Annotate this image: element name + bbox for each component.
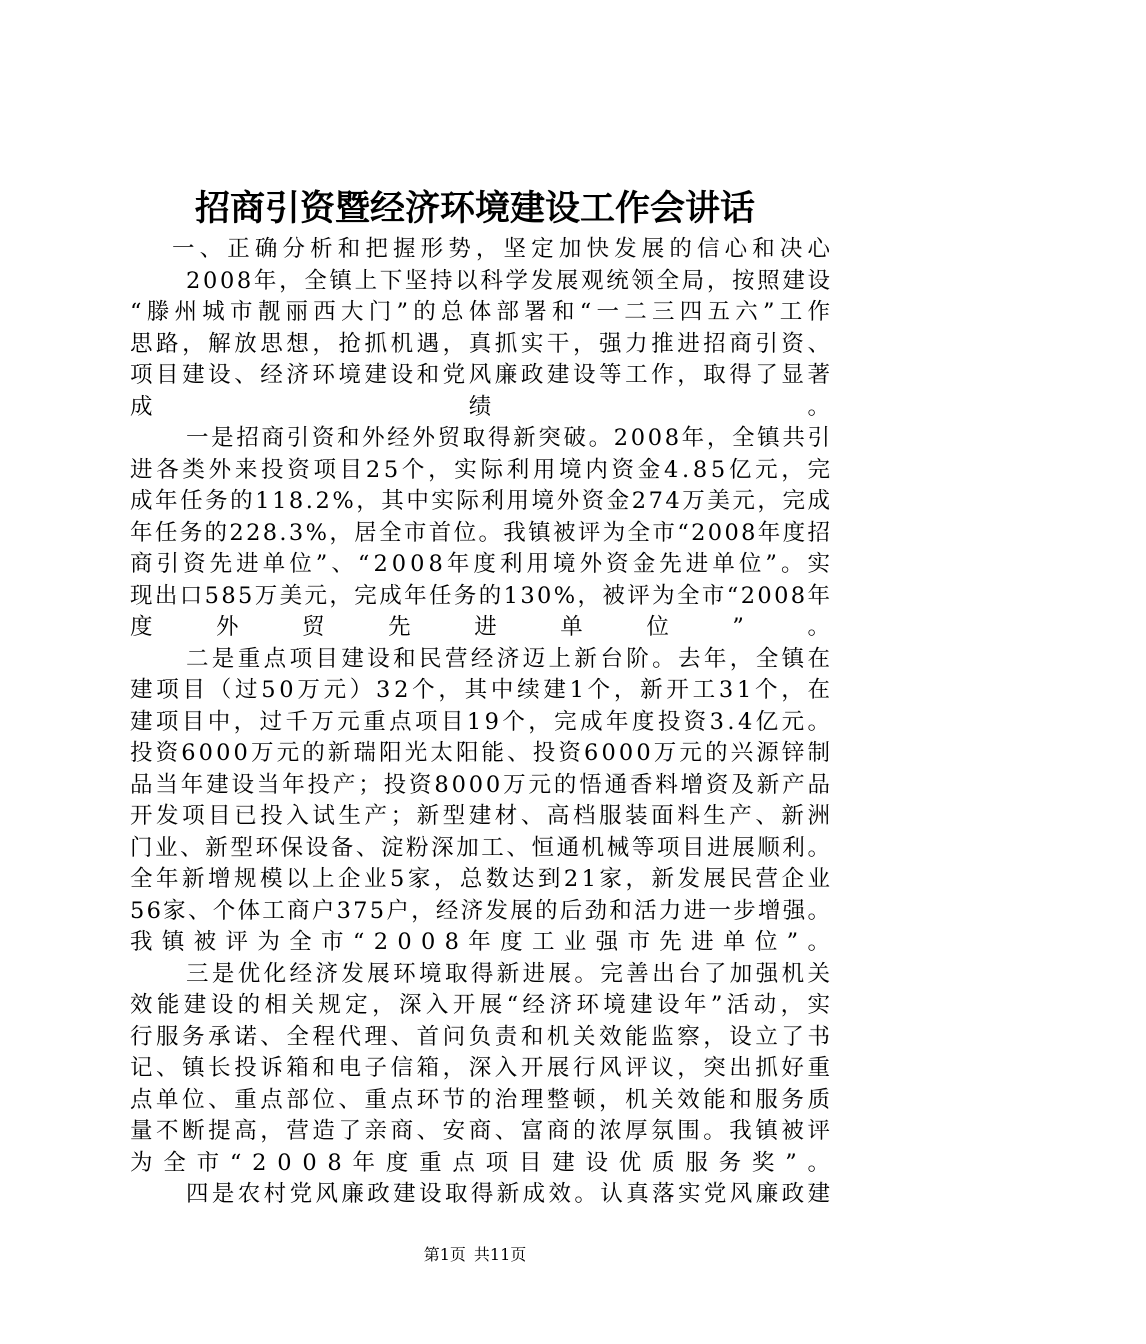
paragraph-line: 2008年，全镇上下坚持以科学发展观统领全局，按照建设: [186, 267, 833, 294]
paragraph-line: 行服务承诺、全程代理、首问负责和机关效能监察，设立了书: [130, 1023, 834, 1050]
paragraph-line: 我镇被评为全市“2008年度工业强市先进单位”。: [130, 929, 840, 955]
paragraph-line: 二是重点项目建设和民营经济迈上新台阶。去年，全镇在: [186, 645, 834, 672]
document-body: [130, 234, 1146, 1211]
paragraph-line: 四是农村党风廉政建设取得新成效。认真落实党风廉政建: [186, 1181, 834, 1207]
document-title: 招商引资暨经济环境建设工作会讲话: [194, 188, 755, 229]
paragraph-line: 品当年建设当年投产；投资8000万元的悟通香料增资及新产品: [130, 771, 833, 798]
paragraph-line: 开发项目已投入试生产；新型建材、高档服装面料生产、新洲: [130, 803, 834, 829]
paragraph-line: 项目建设、经济环境建设和党风廉政建设等工作，取得了显著: [130, 362, 834, 388]
paragraph-line: 建项目（过50万元）32个，其中续建1个，新开工31个，在: [130, 677, 834, 703]
paragraph-line: 现出口585万美元，完成年任务的130%，被评为全市“2008年: [130, 582, 833, 609]
paragraph-line: 量不断提高，营造了亲商、安商、富商的浓厚氛围。我镇被评: [130, 1118, 834, 1144]
paragraph-line: 效能建设的相关规定，深入开展“经济环境建设年”活动，实: [130, 992, 835, 1018]
paragraph-line: 记、镇长投诉箱和电子信箱，深入开展行风评议，突出抓好重: [130, 1055, 834, 1081]
paragraph-line: 建项目中，过千万元重点项目19个，完成年度投资3.4亿元。: [130, 708, 834, 735]
paragraph-line: 年任务的228.3%，居全市首位。我镇被评为全市“2008年度招: [130, 519, 833, 546]
paragraph-line: 56家、个体工商户375户，经济发展的后劲和活力进一步增强。: [130, 897, 833, 924]
paragraph-line: 点单位、重点部位、重点环节的治理整顿，机关效能和服务质: [130, 1086, 834, 1113]
paragraph-line: 投资6000万元的新瑞阳光太阳能、投资6000万元的兴源锌制: [130, 740, 834, 766]
paragraph-line: 全年新增规模以上企业5家，总数达到21家，新发展民营企业: [130, 866, 834, 892]
paragraph-line: 度外贸先进单位”。: [130, 614, 894, 640]
paragraph-line: 成绩。: [130, 393, 1146, 420]
paragraph-line: “滕州城市靓丽西大门”的总体部署和“一二三四五六”工作: [130, 299, 836, 325]
page-total: 共11页: [473, 1245, 527, 1264]
paragraph-line: 成年任务的118.2%，其中实际利用境外资金274万美元，完成: [130, 488, 833, 514]
paragraph-line: 思路，解放思想，抢抓机遇，真抓实干，强力推进招商引资、: [130, 330, 834, 357]
paragraph-line: 三是优化经济发展环境取得新进展。完善出台了加强机关: [186, 960, 834, 987]
paragraph-line: 为全市“2008年度重点项目建设优质服务奖”。: [130, 1149, 841, 1176]
paragraph-line: 进各类外来投资项目25个，实际利用境内资金4.85亿元，完: [130, 456, 834, 483]
page-footer: [0, 1244, 950, 1266]
paragraph-line: 商引资先进单位”、“2008年度利用境外资金先进单位”。实: [130, 551, 835, 577]
paragraph-line: 门业、新型环保设备、淀粉深加工、恒通机械等项目进展顺利。: [130, 834, 833, 861]
section-heading: 一、正确分析和把握形势，坚定加快发展的信心和决心: [172, 236, 836, 262]
paragraph-line: 一是招商引资和外经外贸取得新突破。2008年，全镇共引: [186, 425, 833, 451]
page-number: 第1页: [423, 1245, 466, 1264]
